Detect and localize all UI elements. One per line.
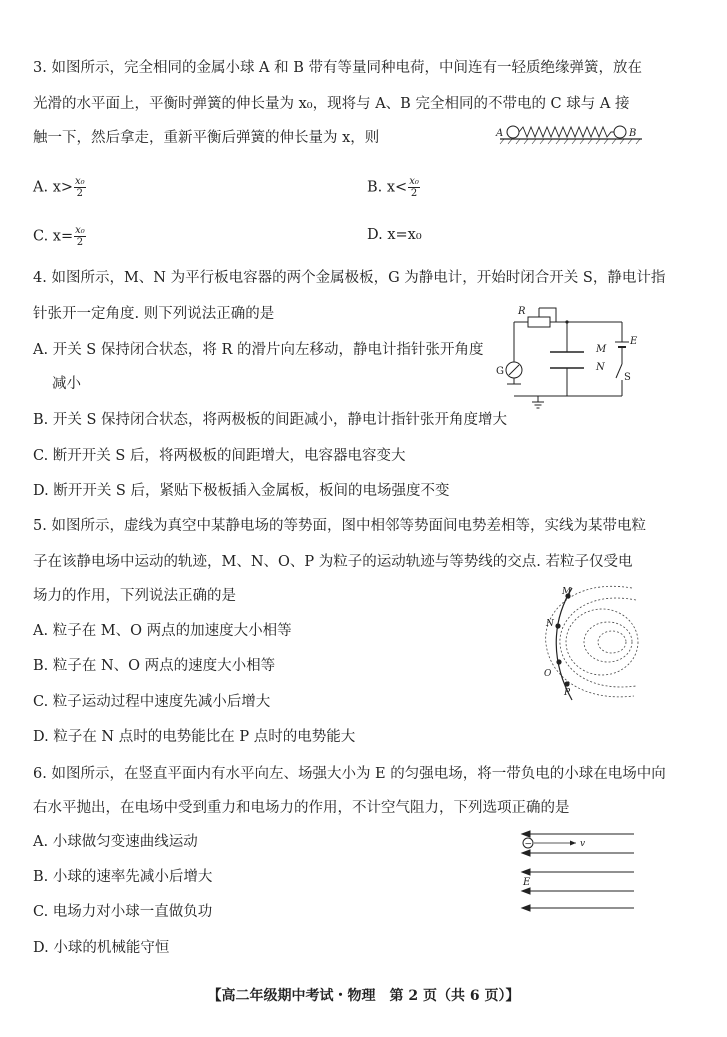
q3-option-a	[33, 176, 86, 199]
fig-label-r: R	[518, 306, 526, 317]
q3-line-3: 触一下，然后拿走，重新平衡后弹簧的伸长量为 x，则	[33, 130, 380, 146]
q3-option-b-text: B. x<	[367, 179, 408, 196]
fig-label-o5: O	[544, 669, 552, 679]
particle-trajectory	[556, 588, 572, 700]
q4-option-a-line-2: 减小	[52, 376, 81, 392]
fig-label-charge: −	[524, 839, 533, 850]
q3-frac-den-c: 2	[76, 237, 84, 248]
q3-option-c-text: C. x=	[33, 228, 74, 245]
q4-option-a-line-1: A. 开关 S 保持闭合状态，将 R 的滑片向左移动，静电计指针张开角度	[33, 342, 484, 358]
q3-fraction-b	[408, 176, 420, 199]
fig-label-v: v	[580, 839, 586, 849]
q5-option-d: D. 粒子在 N 点时的电势能比在 P 点时的电势能大	[33, 729, 356, 745]
q3-option-b	[367, 176, 420, 199]
q5-equipotential-figure	[532, 584, 642, 704]
q4-option-b: B. 开关 S 保持闭合状态，将两极板的间距减小，静电计指针张开角度增大	[33, 412, 508, 428]
q5-line-3: 场力的作用，下列说法正确的是	[33, 588, 236, 604]
q3-frac-num-a: x₀	[75, 176, 85, 187]
spring	[519, 127, 614, 137]
fig-label-a: A	[496, 128, 504, 139]
fig-label-b: B	[629, 128, 637, 139]
q6-option-a: A. 小球做匀变速曲线运动	[33, 834, 198, 850]
q3-option-d: D. x=x₀	[367, 227, 422, 243]
fig-label-e6: E	[523, 877, 531, 888]
q6-option-b: B. 小球的速率先减小后增大	[33, 869, 213, 885]
q3-fraction-c	[74, 225, 86, 248]
q6-option-d: D. 小球的机械能守恒	[33, 940, 170, 956]
q3-fraction-a	[74, 176, 86, 199]
fig-label-n5: N	[546, 619, 554, 629]
fig-label-s: S	[624, 372, 631, 383]
q3-line-1: 3. 如图所示，完全相同的金属小球 A 和 B 带有等量同种电荷，中间连有一轻质绝缘弹簧，放在	[33, 60, 643, 76]
q3-frac-num-b: x₀	[409, 176, 419, 187]
q6-line-1: 6. 如图所示，在竖直平面内有水平向左、场强大小为 E 的匀强电场，将一带负电的小球在电场中向	[33, 766, 666, 782]
q3-option-c	[33, 225, 86, 248]
q3-frac-den-b: 2	[410, 188, 418, 199]
q6-option-c: C. 电场力对小球一直做负功	[33, 904, 213, 920]
q3-spring-figure	[496, 118, 646, 148]
q4-line-1: 4. 如图所示，M、N 为平行板电容器的两个金属极板，G 为静电计，开始时闭合开关 S，静电计指	[33, 270, 666, 286]
q3-frac-num-c: x₀	[75, 225, 85, 236]
q5-line-1: 5. 如图所示，虚线为真空中某静电场的等势面，图中相邻等势面间电势差相等，实线为某带电粒	[33, 518, 646, 534]
q4-circuit-figure	[490, 302, 640, 412]
q4-option-d: D. 断开开关 S 后，紧贴下极板插入金属板，板间的电场强度不变	[33, 483, 450, 499]
q5-option-b: B. 粒子在 N、O 两点的速度大小相等	[33, 658, 276, 674]
q5-line-2: 子在该静电场中运动的轨迹，M、N、O、P 为粒子的运动轨迹与等势线的交点. 若粒子仅受电	[33, 554, 633, 570]
page-footer: 【高二年级期中考试・物理 第 2 页（共 6 页）】	[207, 988, 520, 1004]
q5-option-a: A. 粒子在 M、O 两点的加速度大小相等	[33, 623, 292, 639]
q6-field-figure	[514, 828, 638, 916]
fig-label-m5: M	[562, 587, 572, 597]
q4-line-2: 针张开一定角度. 则下列说法正确的是	[33, 306, 275, 322]
q3-option-a-text: A. x>	[33, 179, 74, 196]
fig-label-g: G	[496, 366, 504, 377]
fig-label-e: E	[630, 336, 638, 347]
q4-option-c: C. 断开开关 S 后，将两极板的间距增大，电容器电容变大	[33, 448, 406, 464]
q5-option-c: C. 粒子运动过程中速度先减小后增大	[33, 694, 271, 710]
fig-label-n: N	[596, 362, 605, 373]
fig-label-m: M	[596, 344, 607, 355]
q6-line-2: 右水平抛出，在电场中受到重力和电场力的作用，不计空气阻力，下列选项正确的是	[33, 800, 570, 816]
fig-label-p5: P	[564, 688, 571, 698]
q3-frac-den-a: 2	[76, 188, 84, 199]
q3-line-2: 光滑的水平面上，平衡时弹簧的伸长量为 x₀，现将与 A、B 完全相同的不带电的 C 球与 A 接	[33, 96, 630, 112]
